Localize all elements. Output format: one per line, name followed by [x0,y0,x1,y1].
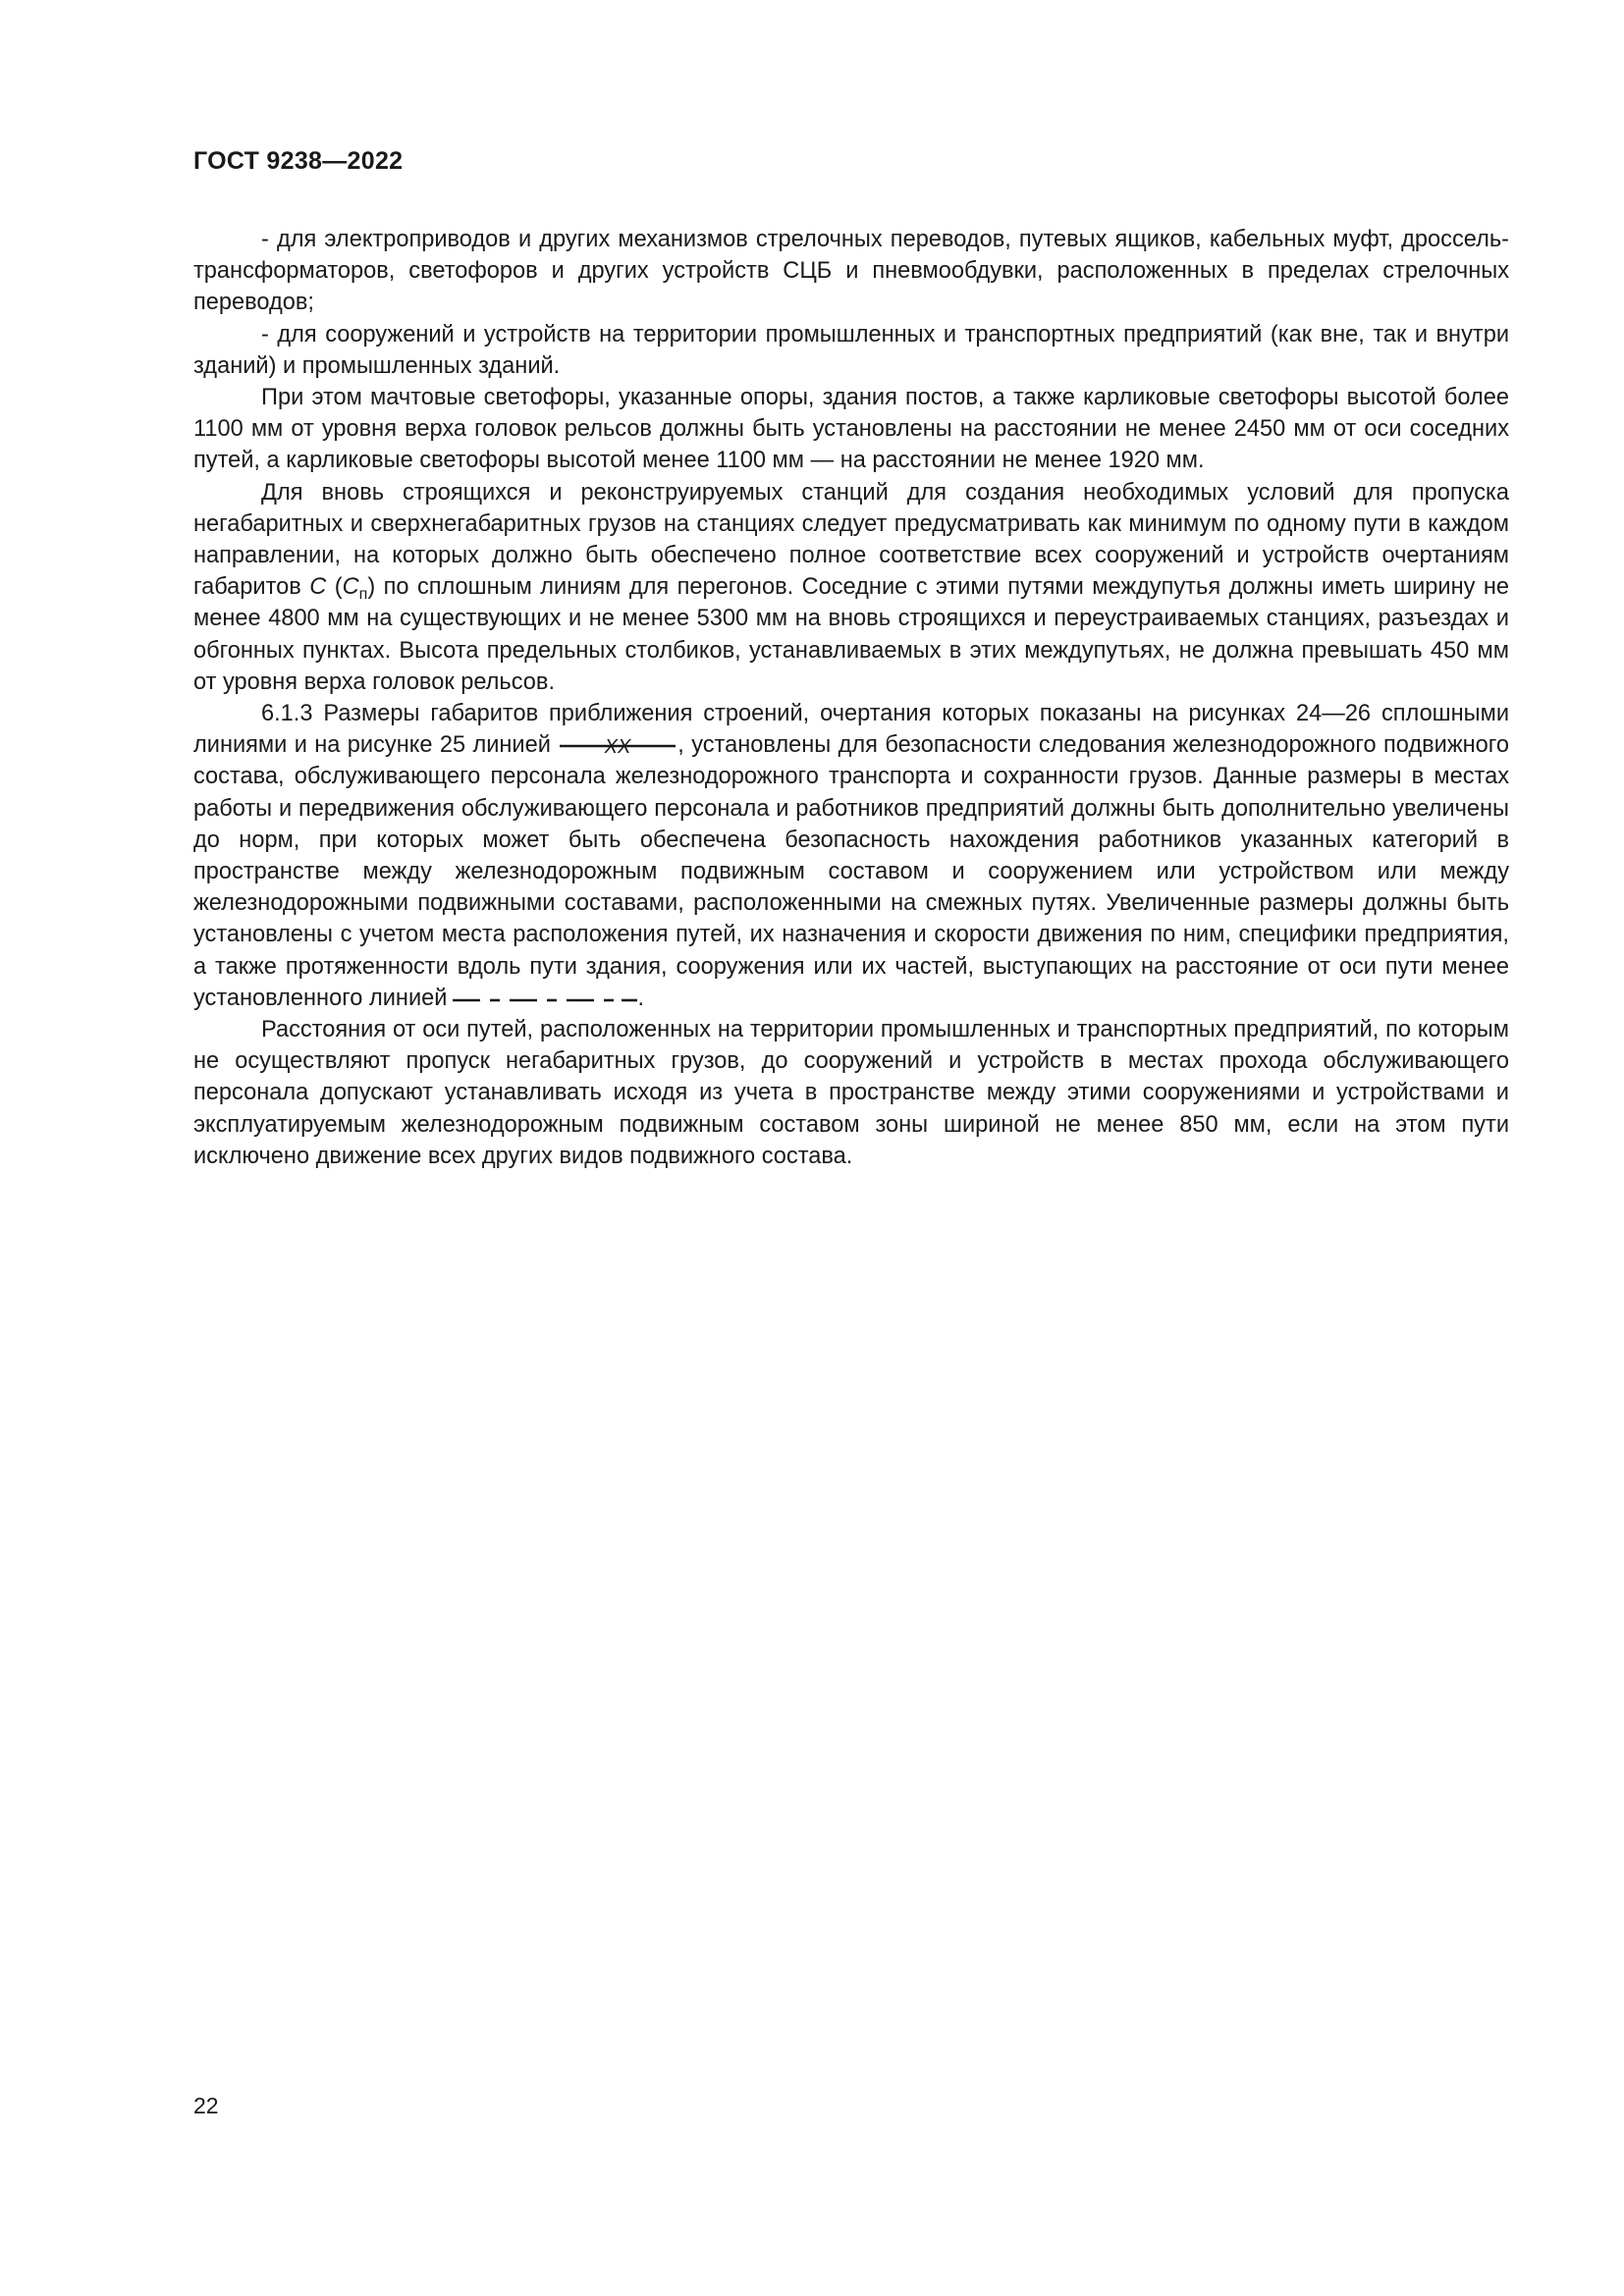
xx-line-symbol [560,734,676,754]
paragraph-6-1-3 [193,698,1509,1014]
gauge-cp-subscript: п [358,586,368,604]
paren-open: ( [326,574,343,601]
paragraph-track-distances: Расстояния от оси путей, расположенных на территории промышленных и транспортных предприятий, по которым не осуществляют пропуск негабаритных грузов, до сооружений и устройств в местах прохода обслуживающего персонала допускают устанавливать исходя из учета в пространстве между этими сооружениями и устройствами и эксплуатируемым железнодорожным подвижным составом зоны шириной не менее 850 мм, если на этом пути исключено движение всех других видов подвижного состава. [193,1017,1509,1169]
xx-line-label: XX [604,736,631,755]
gauge-cp-symbol: С [342,574,359,601]
paragraph-electric-drives: - для электроприводов и других механизмов стрелочных переводов, путевых ящиков, кабельных муфт, дроссель-трансформаторов, светофоров и других устройств СЦБ и пневмообдувки, расположенных в пределах стрелочных переводов; [193,227,1509,316]
paragraph-signal-distances: При этом мачтовые светофоры, указанные опоры, здания постов, а также карликовые светофоры высотой более 1100 мм от уровня верха головок рельсов должны быть установлены на расстоянии не менее 2450 мм от оси соседних путей, а карликовые светофоры высотой менее 1100 мм — на расстоянии не менее 1920 мм. [193,385,1509,474]
paragraph-new-stations-text-b: ) по сплошным линиям для перегонов. Соседние с этими путями междупутья должны иметь ширину не менее 4800 мм на существующих и не менее 5300 мм на вновь строящихся и переустраиваемых станциях, разъездах и обгонных пунктах. Высота предельных столбиков, устанавливаемых в этих междупутьях, не должна превышать 450 мм от уровня верха головок рельсов. [193,574,1510,695]
document-body [193,224,1509,1172]
paragraph-6-1-3-end: . [637,985,644,1011]
dash-dot-line-symbol [451,988,637,1008]
paragraph-6-1-3-text-a: 6.1.3 Размеры габаритов приближения строений, очертания которых показаны на рисунках 24—26 сплошными линиями и на рисунке 25 линией [193,701,1509,759]
paragraph-industrial-structures: - для сооружений и устройств на территории промышленных и транспортных предприятий (как вне, так и внутри зданий) и промышленных зданий. [193,321,1509,379]
paragraph-new-stations [193,477,1509,698]
gauge-c-symbol: С [309,574,327,601]
paragraph-new-stations-text-a: Для вновь строящихся и реконструируемых станций для создания необходимых условий для пропуска негабаритных и сверхнегабаритных грузов на станциях следует предусматривать как минимум по одному пути в каждом направлении, на которых должно быть обеспечено полное соответствие всех сооружений и устройств очертаниям габаритов [193,479,1509,601]
document-header: ГОСТ 9238—2022 [193,147,404,175]
page-number: 22 [193,2093,219,2118]
paragraph-6-1-3-text-b: , установлены для безопасности следования железнодорожного подвижного состава, обслуживающего персонала железнодорожного транспорта и сохранности грузов. Данные размеры в местах работы и передвижения обслуживающего персонала и работников предприятий должны быть дополнительно увеличены до норм, при которых может быть обеспечена безопасность нахождения работников указанных категорий в пространстве между железнодорожным подвижным составом и сооружением или устройством или между железнодорожными подвижными составами, расположенными на смежных путях. Увеличенные размеры должны быть установлены с учетом места расположения путей, их назначения и скорости движения по ним, специфики предприятия, а также протяженности вдоль пути здания, сооружения или их частей, выступающих на расстояние от оси пути менее установленного линией [193,732,1509,1011]
